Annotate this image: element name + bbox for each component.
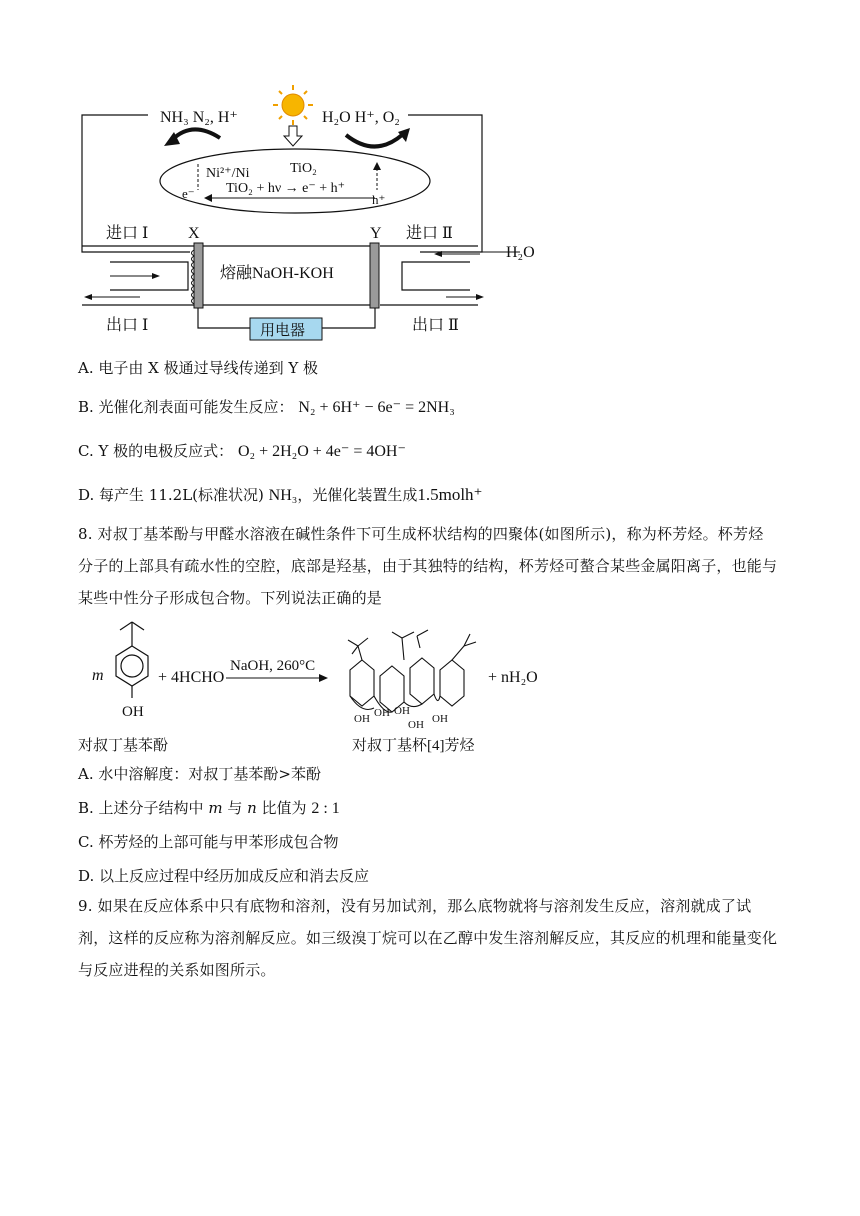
product-oh-3: OH (394, 705, 410, 717)
catalyst-reaction: TiO₂ + hν → e⁻ + h⁺ (226, 181, 346, 196)
light-arrow-icon (284, 126, 302, 146)
q7-option-d (78, 485, 483, 506)
load-label: 用电器 (260, 323, 306, 339)
calixarene-scheme (72, 618, 572, 758)
outlet-1-label: 出口 Ⅰ (106, 317, 149, 334)
electron-label: e⁻ (182, 186, 195, 201)
q7-option-b-text: B. 光催化剂表面可能发生反应： (78, 398, 294, 416)
hole-label: h⁺ (372, 192, 386, 207)
q8-option-b-pre: B. 上述分子结构中 (78, 799, 209, 817)
plus-water: + nH₂O (488, 669, 538, 686)
q8-option-b-ratio: 2 : 1 (311, 800, 340, 817)
q7-option-d-nh3: NH₃ (268, 487, 298, 504)
electrode-y-label: Y (370, 225, 382, 242)
q7-option-b (78, 397, 455, 418)
reactant-oh: OH (122, 704, 144, 720)
q8-stem-text: 8. 对叔丁基苯酚与甲醛水溶液在碱性条件下可生成杯状结构的四聚体(如图所示)，称为杯芳烃。杯芳烃分子的上部具有疏水性的空腔，底部是羟基，由于其独特的结构，杯芳烃可螯合某些金属阳离子，也能与某些中性分子形成包合物。下列说法正确的是 (78, 525, 778, 607)
q9-stem-text: 9. 如果在反应体系中只有底物和溶剂，没有另加试剂，那么底物就将与溶剂发生反应，溶剂就成了试剂，这样的反应称为溶剂解反应。如三级溴丁烷可以在乙醇中发生溶剂解反应，其反应的机理和能量变化与反应进程的关系如图所示。 (78, 897, 778, 979)
sun-icon (273, 85, 313, 125)
q7-option-c (78, 441, 406, 462)
electrolyte-label: 熔融NaOH-KOH (220, 265, 334, 282)
catalyst-tio2-label: TiO₂ (290, 161, 317, 176)
q8-option-c: C. 杯芳烃的上部可能与甲苯形成包合物 (78, 833, 339, 851)
product-oh-1: OH (354, 713, 370, 725)
q9-stem (78, 890, 778, 986)
reaction-conditions: NaOH, 260°C (230, 658, 316, 674)
curved-arrow-right-icon (346, 135, 402, 147)
catalyst-ni-label: Ni²⁺/Ni (206, 166, 250, 181)
q7-option-c-equation: O₂ + 2H₂O + 4e⁻ = 4OH⁻ (237, 443, 406, 460)
photocatalysis-cell-diagram (70, 80, 570, 345)
q8-option-d: D. 以上反应过程中经历加成反应和消去反应 (78, 867, 370, 885)
q7-option-a: A. 电子由 X 极通过导线传递到 Y 极 (78, 359, 319, 377)
q8-option-a: A. 水中溶解度：对叔丁基苯酚>苯酚 (78, 765, 321, 783)
m-label: m (92, 667, 104, 684)
inlet-2-label: 进口 Ⅱ (406, 225, 453, 242)
electrode-x-label: X (188, 225, 200, 242)
product-oh-5: OH (432, 713, 448, 725)
calixarene-structure (348, 630, 476, 712)
product-oh-2: OH (374, 707, 390, 719)
product-oh-4: OH (408, 719, 424, 731)
tert-butylphenol-structure (116, 622, 148, 698)
q7-option-c-text: C. Y 极的电极反应式： (78, 442, 234, 460)
q7-option-d-text2: ，光催化装置生成 (297, 486, 418, 504)
q7-option-d-text: D. 每产生 11.2L(标准状况) (78, 486, 269, 504)
left-species: NH₃ N₂, H⁺ (160, 109, 238, 126)
q8-stem (78, 518, 778, 614)
q8-option-b-m: m (208, 799, 223, 817)
reactant-name: 对叔丁基苯酚 (78, 738, 169, 754)
q8-option-b (78, 798, 340, 819)
q7-option-d-amount: 1.5molh⁺ (417, 485, 483, 504)
curved-arrow-left-icon (172, 129, 220, 140)
plus-formaldehyde: + 4HCHO (158, 669, 225, 686)
water-inlet-label: H₂O (506, 244, 535, 261)
q7-option-b-equation: N₂ + 6H⁺ − 6e⁻ = 2NH₃ (298, 399, 455, 416)
product-name: 对叔丁基杯[4]芳烃 (352, 738, 475, 754)
outlet-2-label: 出口 Ⅱ (412, 317, 459, 334)
q8-option-b-n: n (247, 799, 257, 817)
electrode-y (370, 243, 379, 308)
right-species: H₂O H⁺, O₂ (322, 109, 400, 126)
electrode-x (194, 243, 203, 308)
q8-option-b-mid1: 与 (222, 799, 248, 817)
q8-option-b-mid2: 比值为 (256, 799, 312, 817)
inlet-1-label: 进口 Ⅰ (106, 225, 149, 242)
